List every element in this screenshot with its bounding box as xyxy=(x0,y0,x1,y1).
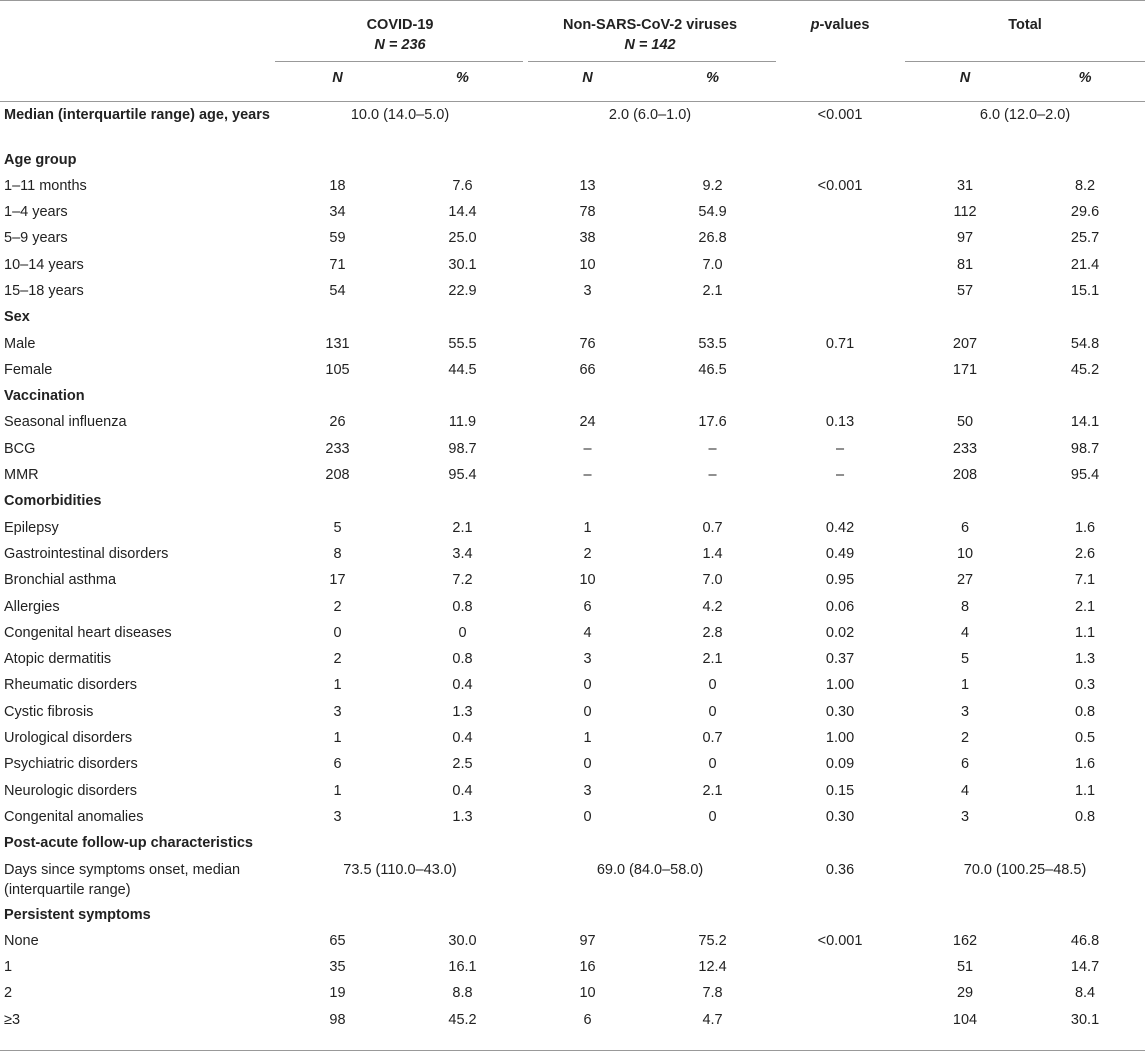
nonsars-pct-cell: 12.4 xyxy=(698,959,727,976)
total-n-cell: 2 xyxy=(960,730,970,747)
p-value-cell: 0.06 xyxy=(825,598,855,615)
subheader-nonsars-n: N xyxy=(582,69,593,86)
row-label: None xyxy=(4,932,39,949)
nonsars-n-cell: 16 xyxy=(579,959,596,976)
row-label: 2 xyxy=(4,985,13,1002)
table-row xyxy=(0,857,1145,902)
row-label: Congenital heart diseases xyxy=(4,624,172,641)
total-n-cell: 10 xyxy=(956,545,974,562)
covid-n: N = 236 xyxy=(374,37,426,53)
section-row xyxy=(0,902,1145,928)
total-n-cell: 112 xyxy=(953,204,977,221)
total-n-cell: 6 xyxy=(960,519,970,536)
table-row xyxy=(0,278,1145,304)
section-label: Age group xyxy=(4,151,77,168)
nonsars-pct-cell: 46.5 xyxy=(698,361,727,378)
table-row xyxy=(0,541,1145,567)
p-value-cell: <0.001 xyxy=(817,177,863,194)
row-label: 10–14 years xyxy=(4,256,84,273)
table-row xyxy=(0,173,1145,199)
covid-pct-cell: 7.6 xyxy=(452,177,473,194)
subheader-covid-n: N xyxy=(332,69,343,86)
total-n-cell: 51 xyxy=(956,959,974,976)
total-pct-cell: 14.1 xyxy=(1070,414,1100,431)
total-pct-cell: 54.8 xyxy=(1070,335,1100,352)
total-cell: 70.0 (100.25–48.5) xyxy=(963,861,1087,878)
nonsars-pct-cell: 4.2 xyxy=(702,598,723,615)
nonsars-n-cell: – xyxy=(583,440,592,457)
total-pct-cell: 0.8 xyxy=(1074,808,1096,825)
total-pct-cell: 95.4 xyxy=(1070,467,1100,484)
section-label: Persistent symptoms xyxy=(4,906,151,923)
total-pct-cell: 1.3 xyxy=(1074,651,1096,668)
total-pct-cell: 2.1 xyxy=(1074,598,1096,615)
p-value-cell: 0.02 xyxy=(825,624,855,641)
covid-n-cell: 5 xyxy=(333,519,342,536)
subheader-covid-pct: % xyxy=(456,69,469,86)
p-value-cell: 0.42 xyxy=(825,519,855,536)
header-empty xyxy=(0,1,275,59)
row-label: Epilepsy xyxy=(4,519,59,536)
covid-pct-cell: 44.5 xyxy=(448,361,477,378)
total-n-cell: 29 xyxy=(956,985,974,1002)
total-pct-cell: 8.4 xyxy=(1074,985,1096,1002)
covid-cell: 73.5 (110.0–43.0) xyxy=(343,861,457,878)
covid-pct-cell: 14.4 xyxy=(448,204,477,221)
table-row xyxy=(0,594,1145,620)
covid-pct-cell: 1.3 xyxy=(452,808,473,825)
total-pct-cell: 25.7 xyxy=(1070,230,1100,247)
p-value-cell: 1.00 xyxy=(825,677,855,694)
subheader-nonsars-pct: % xyxy=(706,69,719,86)
total-n-cell: 104 xyxy=(952,1011,978,1028)
total-pct-cell: 14.7 xyxy=(1070,959,1100,976)
subheader-total-pct: % xyxy=(1078,69,1092,86)
covid-pct-cell: 8.8 xyxy=(452,985,473,1002)
table-row xyxy=(0,357,1145,383)
row-label: Psychiatric disorders xyxy=(4,756,138,773)
covid-n-cell: 54 xyxy=(329,282,346,299)
nonsars-n-cell: 3 xyxy=(583,782,592,799)
covid-n-cell: 1 xyxy=(333,782,342,799)
nonsars-pct-cell: 4.7 xyxy=(702,1011,723,1028)
covid-n-cell: 2 xyxy=(333,598,342,615)
row-label: 1–11 months xyxy=(4,177,87,194)
nonsars-n-cell: 0 xyxy=(583,756,592,773)
nonsars-n-cell: 0 xyxy=(583,677,592,694)
subheader-total-n: N xyxy=(959,69,971,86)
total-n-cell: 27 xyxy=(956,572,974,589)
covid-pct-cell: 7.2 xyxy=(452,572,473,589)
covid-n-cell: 26 xyxy=(329,414,346,431)
nonsars-n-cell: 97 xyxy=(579,932,596,949)
section-label: Comorbidities xyxy=(4,493,102,510)
total-n-cell: 3 xyxy=(960,808,970,825)
section-label: Post-acute follow-up characteristics xyxy=(4,835,253,852)
nonsars-pct-cell: 1.4 xyxy=(702,545,723,562)
covid-pct-cell: 0 xyxy=(458,624,467,641)
row-label: Neurologic disorders xyxy=(4,782,137,799)
nonsars-pct-cell: – xyxy=(708,467,717,484)
nonsars-n-cell: 76 xyxy=(579,335,596,352)
section-row xyxy=(0,488,1145,514)
table-body xyxy=(0,102,1145,1034)
nonsars-pct-cell: 2.1 xyxy=(702,782,723,799)
nonsars-pct-cell: 26.8 xyxy=(698,230,727,247)
nonsars-n-cell: 1 xyxy=(583,730,592,747)
nonsars-n: N = 142 xyxy=(624,37,676,53)
nonsars-n-cell: 2 xyxy=(583,545,592,562)
total-pct-cell: 21.4 xyxy=(1070,256,1100,273)
table-row xyxy=(0,102,1145,147)
p-value-cell xyxy=(775,199,905,225)
nonsars-cell: 2.0 (6.0–1.0) xyxy=(608,107,692,123)
table-row xyxy=(0,725,1145,751)
nonsars-pct-cell: 9.2 xyxy=(702,177,723,194)
table-row xyxy=(0,199,1145,225)
nonsars-n-cell: 1 xyxy=(583,519,592,536)
total-pct-cell: 46.8 xyxy=(1070,932,1100,949)
nonsars-pct-cell: 7.8 xyxy=(702,985,723,1002)
row-label: Seasonal influenza xyxy=(4,414,127,431)
covid-pct-cell: 45.2 xyxy=(448,1011,477,1028)
row-label: Allergies xyxy=(4,598,60,615)
row-label: ≥3 xyxy=(4,1011,21,1028)
nonsars-n-cell: 0 xyxy=(583,703,592,720)
p-value-cell: 0.09 xyxy=(825,756,855,773)
p-value-cell: 0.95 xyxy=(825,572,855,589)
table-row xyxy=(0,646,1145,672)
table-row xyxy=(0,462,1145,488)
p-value-cell: 0.15 xyxy=(825,782,855,799)
table-row xyxy=(0,804,1145,830)
header-covid xyxy=(275,1,525,59)
covid-pct-cell: 0.4 xyxy=(452,730,473,747)
total-pct-cell: 1.6 xyxy=(1074,519,1096,536)
row-label: Cystic fibrosis xyxy=(4,703,94,720)
covid-pct-cell: 30.1 xyxy=(448,256,477,273)
nonsars-pct-cell: 2.8 xyxy=(702,624,723,641)
total-group-rule xyxy=(905,61,1145,62)
total-n-cell: 4 xyxy=(960,624,970,641)
table-row xyxy=(0,672,1145,698)
row-label: Gastrointestinal disorders xyxy=(4,545,169,562)
table-row xyxy=(0,331,1145,357)
row-label: Urological disorders xyxy=(4,730,133,747)
row-label: 1–4 years xyxy=(4,204,68,221)
nonsars-pct-cell: 17.6 xyxy=(698,414,727,431)
p-value-cell: 0.37 xyxy=(825,651,855,668)
covid-pct-cell: 16.1 xyxy=(448,959,477,976)
total-pct-cell: 2.6 xyxy=(1074,545,1096,562)
total-pct-cell: 8.2 xyxy=(1074,177,1096,194)
covid-n-cell: 59 xyxy=(329,230,346,247)
table-row xyxy=(0,515,1145,541)
table-row xyxy=(0,620,1145,646)
header-total xyxy=(905,1,1145,59)
covid-n-cell: 34 xyxy=(329,204,346,221)
p-value-cell: – xyxy=(835,467,845,484)
nonsars-pct-cell: 0 xyxy=(708,756,717,773)
total-n-cell: 6 xyxy=(960,756,970,773)
total-pct-cell: 7.1 xyxy=(1074,572,1096,589)
total-pct-cell: 0.8 xyxy=(1074,703,1096,720)
total-n-cell: 233 xyxy=(952,440,978,457)
total-pct-cell: 0.3 xyxy=(1074,677,1096,694)
row-label: 1 xyxy=(4,959,13,976)
header-pvalues: p-values xyxy=(810,17,870,33)
total-pct-cell: 0.5 xyxy=(1074,730,1096,747)
table-row xyxy=(0,252,1145,278)
total-n-cell: 81 xyxy=(956,256,974,273)
nonsars-n-cell: 6 xyxy=(583,598,592,615)
p-value-cell xyxy=(775,252,905,278)
row-label: 5–9 years xyxy=(4,230,68,247)
row-label: Atopic dermatitis xyxy=(4,651,112,668)
table-row xyxy=(0,954,1145,980)
section-row xyxy=(0,147,1145,173)
table-row xyxy=(0,778,1145,804)
subheader-pvalues-empty xyxy=(775,59,905,102)
total-n-cell: 50 xyxy=(956,414,974,431)
row-label: BCG xyxy=(4,440,36,457)
covid-pct-cell: 98.7 xyxy=(448,440,477,457)
table-row xyxy=(0,436,1145,462)
covid-n-cell: 3 xyxy=(333,808,342,825)
nonsars-n-cell: 10 xyxy=(579,985,596,1002)
nonsars-pct-cell: 7.0 xyxy=(702,256,723,273)
covid-pct-cell: 55.5 xyxy=(448,335,477,352)
covid-pct-cell: 2.5 xyxy=(452,756,473,773)
p-value-cell xyxy=(775,357,905,383)
total-n-cell: 1 xyxy=(960,677,970,694)
covid-title: COVID-19 xyxy=(366,17,434,33)
nonsars-pct-cell: 7.0 xyxy=(702,572,723,589)
covid-pct-cell: 0.4 xyxy=(452,782,473,799)
covid-n-cell: 208 xyxy=(325,467,350,484)
total-n-cell: 162 xyxy=(952,932,978,949)
nonsars-pct-cell: 2.1 xyxy=(702,651,723,668)
total-n-cell: 5 xyxy=(960,651,970,668)
covid-n-cell: 105 xyxy=(325,361,350,378)
section-row xyxy=(0,383,1145,409)
p-value-cell: <0.001 xyxy=(817,107,863,123)
nonsars-n-cell: 13 xyxy=(579,177,596,194)
nonsars-cell: 69.0 (84.0–58.0) xyxy=(596,861,704,878)
total-pct-cell: 15.1 xyxy=(1070,282,1100,299)
p-value-cell xyxy=(775,980,905,1006)
covid-group-rule xyxy=(275,61,523,62)
p-value-cell: 1.00 xyxy=(825,730,855,747)
row-label: 15–18 years xyxy=(4,282,84,299)
p-value-cell: 0.71 xyxy=(825,335,855,352)
covid-n-cell: 6 xyxy=(333,756,342,773)
table-row xyxy=(0,980,1145,1006)
covid-pct-cell: 1.3 xyxy=(452,703,473,720)
covid-n-cell: 0 xyxy=(333,624,342,641)
row-label: Bronchial asthma xyxy=(4,572,117,589)
section-row xyxy=(0,304,1145,330)
subheader-empty xyxy=(0,59,275,102)
covid-pct-cell: 30.0 xyxy=(448,932,477,949)
table-row xyxy=(0,928,1145,954)
nonsars-n-cell: 3 xyxy=(583,282,592,299)
total-n-cell: 57 xyxy=(956,282,974,299)
covid-n-cell: 3 xyxy=(333,703,342,720)
covid-n-cell: 71 xyxy=(329,256,346,273)
nonsars-pct-cell: 0 xyxy=(708,703,717,720)
table-row xyxy=(0,225,1145,251)
p-value-cell: 0.30 xyxy=(825,703,855,720)
total-cell: 6.0 (12.0–2.0) xyxy=(979,107,1071,123)
total-pct-cell: 1.1 xyxy=(1074,624,1096,641)
nonsars-n-cell: 4 xyxy=(583,624,592,641)
p-value-cell: 0.30 xyxy=(825,808,855,825)
covid-n-cell: 98 xyxy=(329,1011,346,1028)
total-n-cell: 3 xyxy=(960,703,970,720)
total-n-cell: 171 xyxy=(952,361,978,378)
covid-pct-cell: 25.0 xyxy=(448,230,477,247)
covid-n-cell: 17 xyxy=(329,572,346,589)
p-value-cell xyxy=(775,1007,905,1033)
nonsars-n-cell: 24 xyxy=(579,414,596,431)
table-row xyxy=(0,699,1145,725)
covid-n-cell: 1 xyxy=(333,677,342,694)
row-label: Days since symptoms onset, median (interquartile range) xyxy=(4,861,241,898)
covid-pct-cell: 0.8 xyxy=(452,598,473,615)
covid-n-cell: 233 xyxy=(325,440,350,457)
nonsars-group-rule xyxy=(528,61,776,62)
nonsars-pct-cell: 75.2 xyxy=(698,932,727,949)
nonsars-pct-cell: 54.9 xyxy=(698,204,727,221)
covid-n-cell: 131 xyxy=(325,335,350,352)
p-value-cell: 0.49 xyxy=(825,545,855,562)
covid-pct-cell: 22.9 xyxy=(448,282,477,299)
table-row xyxy=(0,751,1145,777)
row-label: Female xyxy=(4,361,53,378)
covid-n-cell: 1 xyxy=(333,730,342,747)
covid-pct-cell: 11.9 xyxy=(448,414,477,431)
nonsars-n-cell: 10 xyxy=(579,572,596,589)
p-value-cell: 0.13 xyxy=(825,414,855,431)
covid-pct-cell: 0.4 xyxy=(452,677,473,694)
table-row xyxy=(0,409,1145,435)
covid-pct-cell: 95.4 xyxy=(448,467,477,484)
covid-cell: 10.0 (14.0–5.0) xyxy=(350,107,450,123)
total-pct-cell: 30.1 xyxy=(1070,1011,1100,1028)
row-label: Male xyxy=(4,335,36,352)
p-value-cell xyxy=(775,954,905,980)
p-value-cell xyxy=(775,278,905,304)
row-label: Congenital anomalies xyxy=(4,808,144,825)
nonsars-title: Non-SARS-CoV-2 viruses xyxy=(563,17,738,33)
covid-pct-cell: 0.8 xyxy=(452,651,473,668)
covid-pct-cell: 3.4 xyxy=(452,545,473,562)
nonsars-n-cell: 0 xyxy=(583,808,592,825)
total-n-cell: 207 xyxy=(952,335,978,352)
total-pct-cell: 1.1 xyxy=(1074,782,1096,799)
p-value-cell xyxy=(775,225,905,251)
nonsars-pct-cell: 0.7 xyxy=(702,519,723,536)
nonsars-n-cell: 3 xyxy=(583,651,592,668)
nonsars-pct-cell: 0.7 xyxy=(702,730,723,747)
row-label: MMR xyxy=(4,467,39,484)
section-label: Vaccination xyxy=(4,388,85,405)
total-title: Total xyxy=(1008,17,1042,33)
total-pct-cell: 98.7 xyxy=(1070,440,1100,457)
table-row xyxy=(0,1007,1145,1033)
nonsars-pct-cell: – xyxy=(708,440,717,457)
covid-n-cell: 18 xyxy=(329,177,346,194)
section-row xyxy=(0,830,1145,856)
covid-n-cell: 65 xyxy=(329,932,346,949)
total-n-cell: 31 xyxy=(956,177,974,194)
row-label: Median (interquartile range) age, years xyxy=(4,107,270,123)
covid-n-cell: 2 xyxy=(333,651,342,668)
nonsars-n-cell: 78 xyxy=(579,204,596,221)
covid-n-cell: 8 xyxy=(333,545,342,562)
header-nonsars xyxy=(525,1,775,59)
nonsars-pct-cell: 53.5 xyxy=(698,335,727,352)
covid-n-cell: 19 xyxy=(329,985,346,1002)
nonsars-n-cell: 10 xyxy=(579,256,596,273)
total-pct-cell: 1.6 xyxy=(1074,756,1096,773)
nonsars-n-cell: – xyxy=(583,467,592,484)
total-pct-cell: 45.2 xyxy=(1070,361,1100,378)
nonsars-pct-cell: 0 xyxy=(708,677,717,694)
nonsars-n-cell: 66 xyxy=(579,361,596,378)
p-value-cell: 0.36 xyxy=(825,861,855,878)
total-n-cell: 97 xyxy=(956,230,974,247)
p-value-cell: <0.001 xyxy=(817,932,863,949)
total-n-cell: 4 xyxy=(960,782,970,799)
table-row xyxy=(0,567,1145,593)
row-label: Rheumatic disorders xyxy=(4,677,137,694)
total-n-cell: 8 xyxy=(960,598,970,615)
nonsars-n-cell: 38 xyxy=(579,230,596,247)
p-value-cell: – xyxy=(835,440,845,457)
nonsars-n-cell: 6 xyxy=(583,1011,592,1028)
total-pct-cell: 29.6 xyxy=(1070,204,1100,221)
section-label: Sex xyxy=(4,309,30,326)
covid-n-cell: 35 xyxy=(329,959,346,976)
total-n-cell: 208 xyxy=(952,467,978,484)
covid-pct-cell: 2.1 xyxy=(452,519,473,536)
nonsars-pct-cell: 2.1 xyxy=(702,282,723,299)
nonsars-pct-cell: 0 xyxy=(708,808,717,825)
